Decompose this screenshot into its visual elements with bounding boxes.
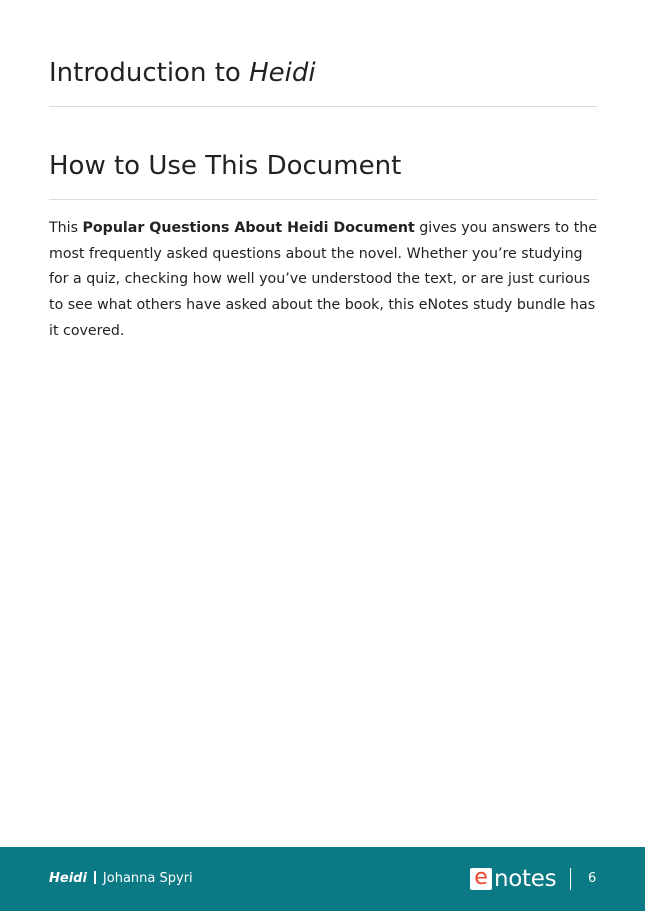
enotes-logo-wordmark: notes [494,866,557,892]
page-title [49,56,316,90]
page-number: 6 [588,871,597,886]
footer-separator [94,871,96,884]
enotes-logo-mark: e [470,868,492,890]
footer-citation [49,871,193,887]
footer-author: Johanna Spyri [102,871,193,886]
page-title-prefix: Introduction to [49,58,250,88]
page-footer [0,847,645,911]
footer-divider [570,868,571,890]
section-body [49,216,597,345]
body-bold-title: Popular Questions About Heidi Document [82,220,415,236]
footer-book-title: Heidi [49,871,87,886]
section-heading: How to Use This Document [49,151,402,181]
section-divider [49,199,597,200]
body-intro: This [49,220,83,236]
body-rest: gives you answers to the most frequently asked questions about the novel. Whether you’re studying for a quiz, checking how well you’ve understood the text, or are just curious to see what others have asked about the book, this eNotes study bundle has it covered. [49,220,597,339]
enotes-logo [470,866,556,892]
title-divider [49,106,597,107]
page-title-book-name: Heidi [249,58,316,88]
